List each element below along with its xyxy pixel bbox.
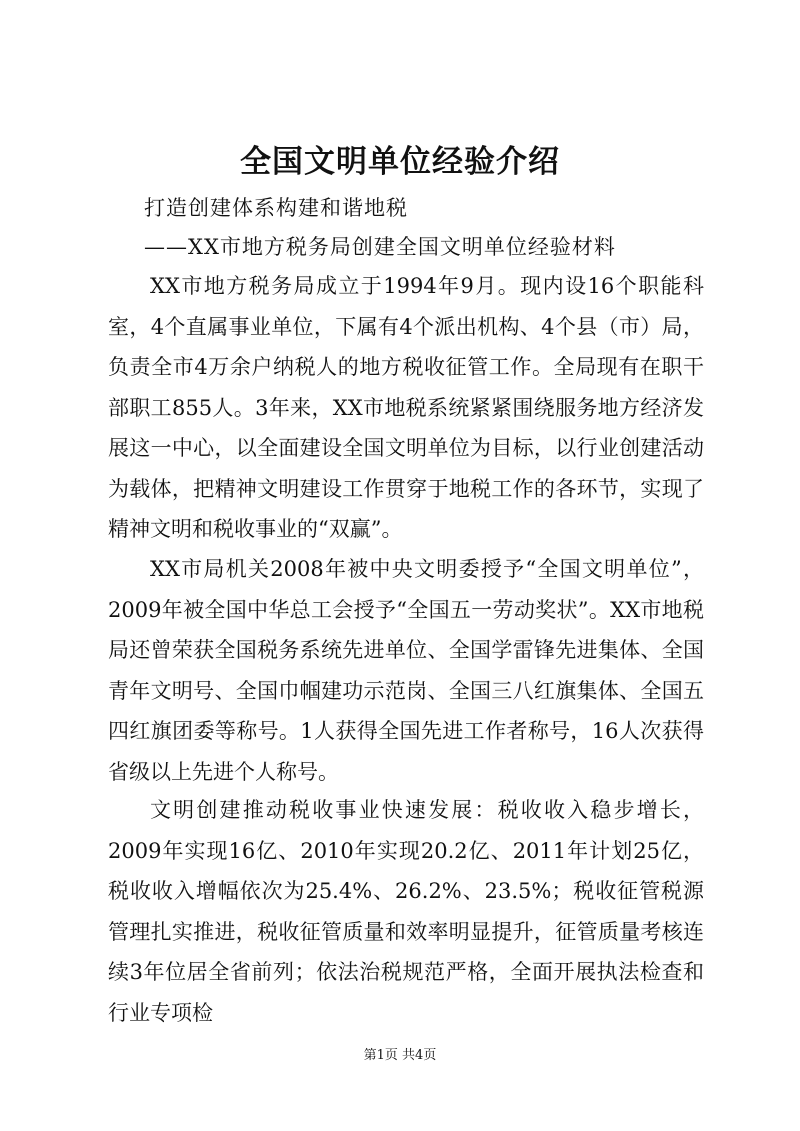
document-subtitle: 打造创建体系构建和谐地税 (144, 196, 408, 220)
body-paragraph: XX市地方税务局成立于1994年9月。现内设16个职能科室，4个直属事业单位，下属有4个派出机构、4个县（市）局，负责全市4万余户纳税人的地方税收征管工作。全局现有在职干部职工855人。3年来，XX市地税系统紧紧围绕服务地方经济发展这一中心，以全面建设全国文明单位为目标，以行业创建活动为载体，把精神文明建设工作贯穿于地税工作的各环节，实现了精神文明和税收事业的“双赢”。 (108, 274, 704, 541)
page-number-footer: 第1页 共4页 (363, 1048, 437, 1063)
document-subtitle-source: ——XX市地方税务局创建全国文明单位经验材料 (144, 235, 616, 259)
document-title: 全国文明单位经验介绍 (240, 144, 560, 180)
body-paragraph: 文明创建推动税收事业快速发展：税收收入稳步增长，2009年实现16亿、2010年实现20.2亿、2011年计划25亿，税收收入增幅依次为25.4%、26.2%、23.5%；税收征管税源管理扎实推进，税收征管质量和效率明显提升，征管质量考核连续3年位居全省前列；依法治税规范严格，全面开展执法检查和行业专项检 (108, 798, 704, 1025)
body-paragraph: XX市局机关2008年被中央文明委授予“全国文明单位”，2009年被全国中华总工会授予“全国五一劳动奖状”。XX市地税局还曾荣获全国税务系统先进单位、全国学雷锋先进集体、全国青年文明号、全国巾帼建功示范岗、全国三八红旗集体、全国五四红旗团委等称号。1人获得全国先进工作者称号，16人次获得省级以上先进个人称号。 (108, 557, 704, 784)
